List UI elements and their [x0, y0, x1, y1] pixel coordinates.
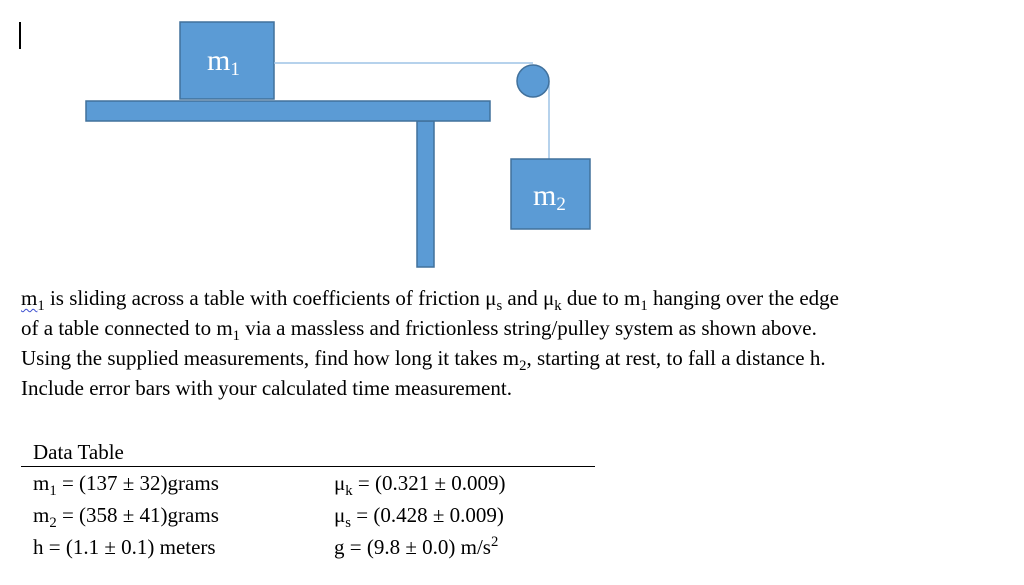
table-row: [21, 467, 595, 499]
spellcheck-word[interactable]: $m_1$: [21, 286, 45, 315]
paragraph-line-2: of a table connected to $m_1$ via a massless and frictionless string/pulley system as shown above.: [21, 316, 817, 345]
measurement-mu-s: $\mu_s = (0.428 \pm 0.009)$: [334, 503, 504, 532]
data-table-title: Data Table: [33, 440, 124, 464]
pulley: [517, 65, 549, 97]
measurement-mu-k: $\mu_k = (0.321 \pm 0.009)$: [334, 471, 506, 500]
pulley-diagram: [0, 0, 1024, 280]
data-table: [21, 438, 595, 563]
paragraph-line-4: Include error bars with your calculated time measurement.: [21, 376, 512, 400]
data-table-rows: [21, 467, 595, 563]
problem-statement: [21, 283, 1011, 403]
table-top: [86, 101, 490, 121]
measurement-g: g = (9.8 ± 0.0) $m/s^2$: [334, 534, 499, 559]
measurement-m1: $m_1 = (137$ ± 32)grams: [33, 471, 219, 500]
measurement-m2: $m_2 = (358$ ± 41)grams: [33, 503, 219, 532]
table-leg: [417, 121, 434, 267]
paragraph-line-1: $m_1$ is sliding across a table with coefficients of friction $\mu_s$ and $\mu_k$ due to $m_1$ hanging over the edge: [21, 286, 839, 315]
block-m1-label: m1: [207, 44, 240, 80]
measurement-h: h = (1.1 ± 0.1) meters: [33, 535, 216, 559]
block-m2-label: m2: [533, 179, 566, 215]
paragraph-line-3: Using the supplied measurements, find how long it takes $m_2$, starting at rest, to fall a distance h.: [21, 346, 826, 375]
table-row: [21, 499, 595, 531]
table-row: [21, 531, 595, 563]
